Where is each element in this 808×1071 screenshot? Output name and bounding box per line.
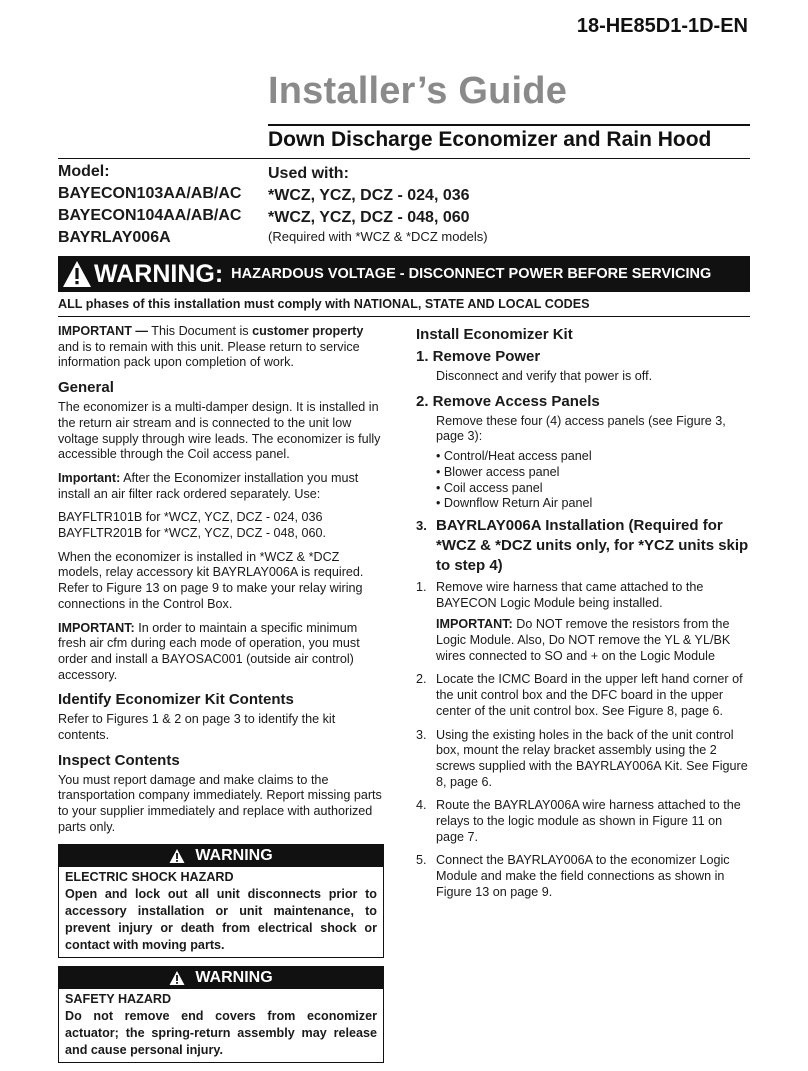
install-heading: Install Economizer Kit xyxy=(416,326,573,343)
list-item: 3. Using the existing holes in the back of the unit control box, mount the relay bracket assembly using the 2 screws supplied with the BAYRLAY006A Kit. See Figure 8, page 6. xyxy=(416,727,748,789)
model-block xyxy=(58,161,241,249)
used-with-block xyxy=(268,163,488,245)
min-air-notice: IMPORTANT: In order to maintain a specific minimum fresh air cfm during each mode of operation, you must order and install a BAYOSAC001 (outside air control) accessory. xyxy=(58,620,360,682)
warning-box-header: WARNING xyxy=(59,967,383,989)
important-notice: IMPORTANT — This Document is customer property and is to remain with this unit. Please return to service information pack upon completion of work. xyxy=(58,324,364,370)
codes-notice: ALL phases of this installation must comply with NATIONAL, STATE AND LOCAL CODES xyxy=(58,297,590,311)
list-item: • Blower access panel xyxy=(436,464,560,479)
model-item: BAYECON104AA/AB/AC xyxy=(58,207,242,224)
identify-text: Refer to Figures 1 & 2 on page 3 to identify the kit contents. xyxy=(58,712,336,743)
sub1-important: IMPORTANT: Do NOT remove the resistors from the Logic Module. Also, Do NOT remove the YL & YL/BK wires connected to SO and + on the Logic Module xyxy=(436,617,731,663)
step2-heading: 2. Remove Access Panels xyxy=(416,392,600,410)
general-heading: General xyxy=(58,379,114,397)
filter-notice: Important: After the Economizer installation you must install an air filter rack ordered separately. Use: xyxy=(58,470,359,501)
safety-hazard-warning-box xyxy=(58,966,384,1063)
model-divider xyxy=(58,158,750,159)
electric-shock-warning-box xyxy=(58,844,384,958)
left-column xyxy=(58,324,384,1071)
warning-triangle-icon xyxy=(169,970,185,986)
step1-text: Disconnect and verify that power is off. xyxy=(436,369,653,383)
list-item: 1. Remove wire harness that came attached to the BAYECON Logic Module being installed. IMPORTANT: Do NOT remove the resistors from the Logic Module. Also, Do NOT remove the YL & YL/BK wires connected to SO and + on the Logic Module xyxy=(416,580,750,665)
page-subtitle: Down Discharge Economizer and Rain Hood xyxy=(268,128,712,151)
model-item: BAYRLAY006A xyxy=(58,229,171,246)
subtitle-divider xyxy=(268,124,750,126)
warning-box-header: WARNING xyxy=(59,845,383,867)
right-column xyxy=(416,326,750,909)
list-item: 2. Locate the ICMC Board in the upper left hand corner of the unit control box and the DFC board in the upper center of the unit control box. See Figure 8, page 6. xyxy=(416,672,743,718)
list-item: 5. Connect the BAYRLAY006A to the economizer Logic Module and make the field connections as shown in Figure 13 on page 9. xyxy=(416,853,730,899)
identify-heading: Identify Economizer Kit Contents xyxy=(58,691,294,709)
codes-divider xyxy=(58,316,750,317)
document-number: 18-HE85D1-1D-EN xyxy=(576,15,748,37)
warning-triangle-icon xyxy=(169,848,185,864)
inspect-heading: Inspect Contents xyxy=(58,751,180,769)
used-with-item: *WCZ, YCZ, DCZ - 024, 036 xyxy=(268,187,470,204)
model-label: Model: xyxy=(58,163,110,180)
list-item: 4. Route the BAYRLAY006A wire harness attached to the relays to the logic module as shown in Figure 11 on page 7. xyxy=(416,798,741,844)
step3-heading: 3. BAYRLAY006A Installation (Required for *WCZ & *DCZ units only, for *YCZ units skip to step 4) xyxy=(416,516,749,574)
warning-box-title: ELECTRIC SHOCK HAZARD xyxy=(65,869,234,884)
warning-box-title: SAFETY HAZARD xyxy=(65,991,172,1006)
page-title: Installer’s Guide xyxy=(268,70,568,112)
used-with-note: (Required with *WCZ & *DCZ models) xyxy=(268,229,488,244)
access-panel-list xyxy=(416,449,750,512)
relay-text: When the economizer is installed in *WCZ & *DCZ models, relay accessory kit BAYRLAY006A is required. Refer to Figure 13 on page 9 to make your relay wiring connections in the Control Box. xyxy=(58,549,364,611)
hazard-warning-banner xyxy=(58,256,750,292)
filter-list: BAYFLTR101B for *WCZ, YCZ, DCZ - 024, 036 BAYFLTR201B for *WCZ, YCZ, DCZ - 048, 060. xyxy=(58,510,327,541)
used-with-item: *WCZ, YCZ, DCZ - 048, 060 xyxy=(268,209,470,226)
step2-text: Remove these four (4) access panels (see Figure 3, page 3): xyxy=(436,413,726,444)
general-text: The economizer is a multi-damper design. It is installed in the return air stream and is connected to the unit low voltage supply through wire leads. The economizer is fully accessible through the Coil access panel. xyxy=(58,400,381,462)
list-item: • Control/Heat access panel xyxy=(436,449,592,464)
warning-triangle-icon xyxy=(62,259,92,289)
used-with-label: Used with: xyxy=(268,165,349,182)
warning-box-body xyxy=(59,989,383,1062)
warning-banner-text: HAZARDOUS VOLTAGE - DISCONNECT POWER BEFORE SERVICING xyxy=(231,266,712,282)
warning-box-body xyxy=(59,867,383,957)
warning-banner-title: WARNING: xyxy=(94,259,224,288)
list-item: • Coil access panel xyxy=(436,480,543,495)
list-item: • Downflow Return Air panel xyxy=(436,496,593,511)
warning-box-text: Open and lock out all unit disconnects prior to accessory installation or unit maintenance, to prevent injury or death from electrical shock or contact with moving parts. xyxy=(65,886,377,952)
model-item: BAYECON103AA/AB/AC xyxy=(58,185,242,202)
inspect-text: You must report damage and make claims to the transportation company immediately. Report missing parts to your supplier immediately and replace with authorized parts only. xyxy=(58,772,382,834)
warning-box-text: Do not remove end covers from economizer actuator; the spring-return assembly may release and cause personal injury. xyxy=(65,1008,377,1057)
step1-heading: 1. Remove Power xyxy=(416,348,541,365)
